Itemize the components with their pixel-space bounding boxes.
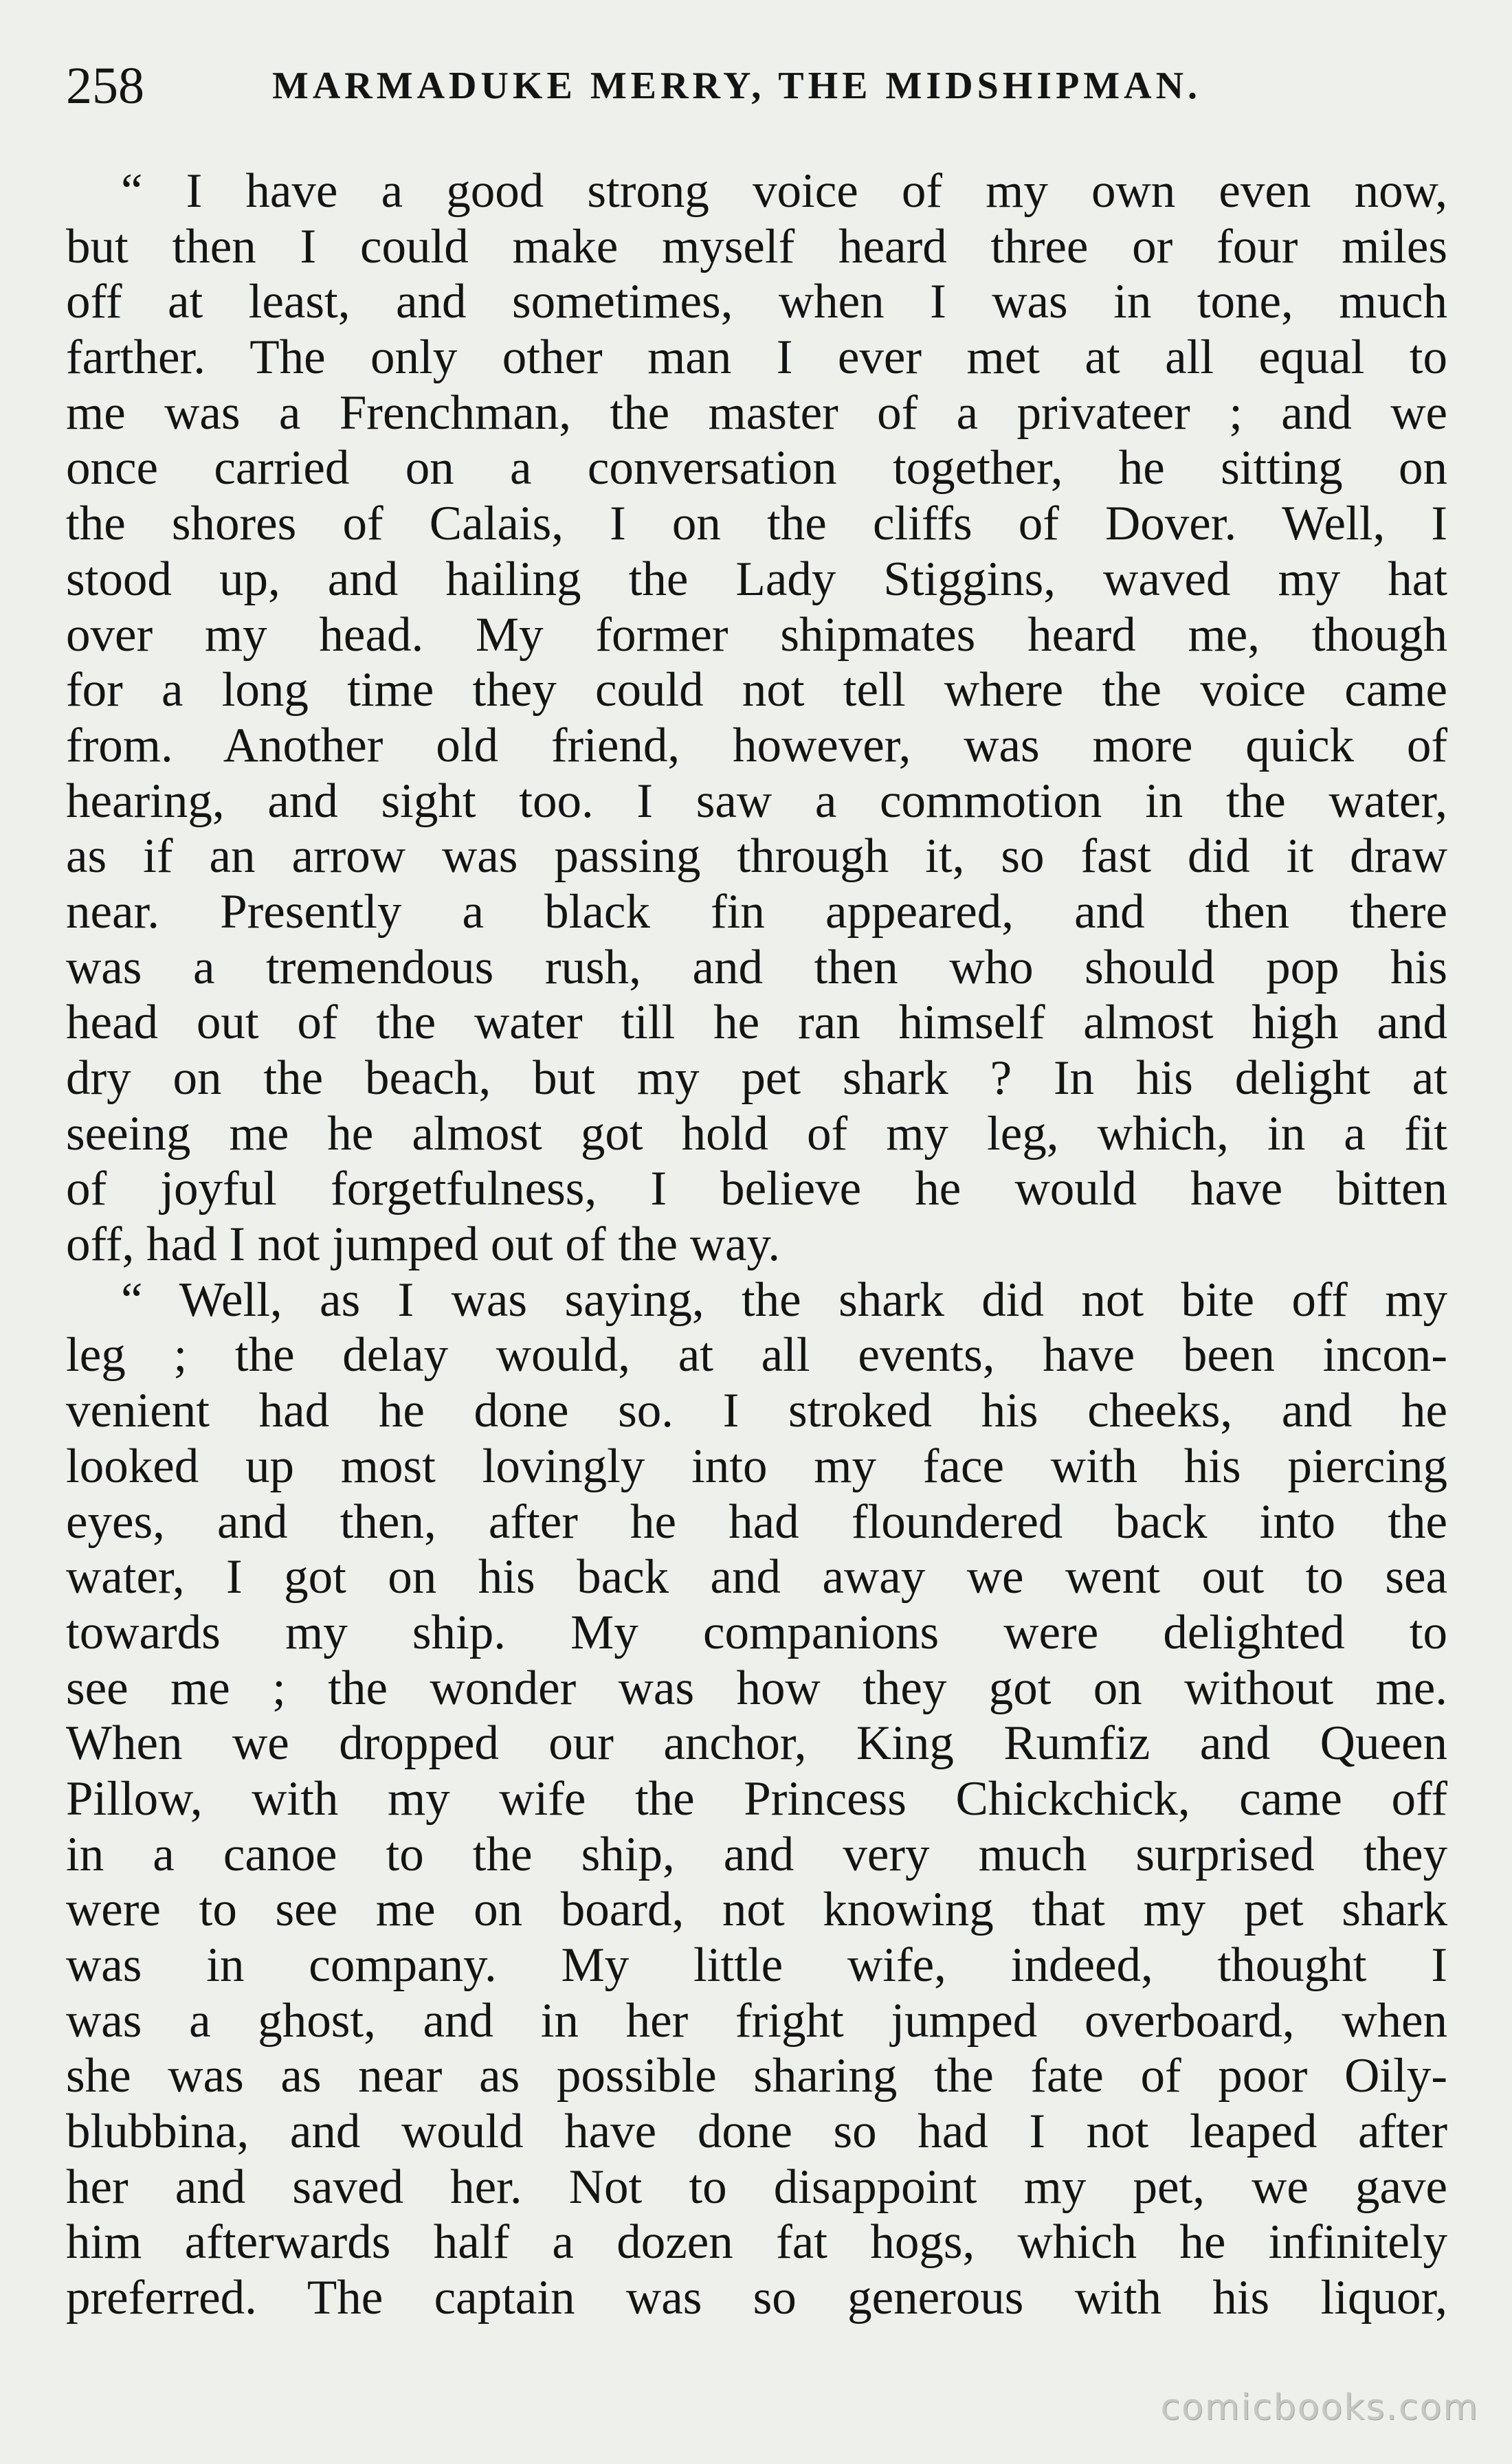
text-line: venient had he done so. I stroked his cheeks, and he — [66, 1384, 1447, 1438]
text-line: once carried on a conversation together, he sitting on — [66, 441, 1447, 495]
text-line: blubbina, and would have done so had I not leaped after — [66, 2105, 1447, 2159]
text-line: head out of the water till he ran himself almost high and — [66, 996, 1447, 1050]
text-line: looked up most lovingly into my face with his piercing — [66, 1439, 1447, 1493]
running-title: MARMADUKE MERRY, THE MIDSHIPMAN. — [272, 65, 1202, 107]
text-line: towards my ship. My companions were delighted to — [66, 1605, 1447, 1659]
text-line: the shores of Calais, I on the cliffs of Dover. Well, I — [66, 497, 1447, 551]
text-line: but then I could make myself heard three or four miles — [66, 219, 1447, 273]
text-line: “ I have a good strong voice of my own even now, — [121, 164, 1447, 218]
text-line: preferred. The captain was so generous with his liquor, — [66, 2271, 1447, 2325]
text-line: were to see me on board, not knowing that my pet shark — [66, 1883, 1447, 1937]
text-line: me was a Frenchman, the master of a privateer ; and we — [66, 385, 1447, 440]
page-number: 258 — [66, 57, 144, 115]
text-line: was a tremendous rush, and then who should pop his — [66, 940, 1447, 994]
text-line: When we dropped our anchor, King Rumfiz and Queen — [66, 1716, 1447, 1771]
text-line: from. Another old friend, however, was more quick of — [66, 718, 1447, 772]
text-line: hearing, and sight too. I saw a commotion in the water, — [66, 774, 1447, 828]
text-line: Pillow, with my wife the Princess Chickchick, came off — [66, 1771, 1447, 1826]
text-line: was in company. My little wife, indeed, thought I — [66, 1938, 1447, 1992]
text-line: see me ; the wonder was how they got on without me. — [66, 1661, 1447, 1715]
text-line: dry on the beach, but my pet shark ? In his delight at — [66, 1051, 1447, 1105]
text-line: “ Well, as I was saying, the shark did not bite off my — [121, 1273, 1447, 1327]
text-line: eyes, and then, after he had floundered back into the — [66, 1494, 1447, 1549]
text-line: seeing me he almost got hold of my leg, which, in a fit — [66, 1106, 1447, 1161]
text-line: farther. The only other man I ever met at all equal to — [66, 331, 1447, 385]
text-line: for a long time they could not tell where the voice came — [66, 663, 1447, 717]
text-line: her and saved her. Not to disappoint my pet, we gave — [66, 2160, 1447, 2214]
text-line: of joyful forgetfulness, I believe he would have bitten — [66, 1162, 1447, 1216]
page-header — [66, 48, 1461, 124]
text-line: stood up, and hailing the Lady Stiggins, waved my hat — [66, 552, 1447, 606]
text-line: off, had I not jumped out of the way. — [66, 1218, 781, 1272]
text-line: as if an arrow was passing through it, so fast did it draw — [66, 829, 1447, 884]
text-line: over my head. My former shipmates heard me, though — [66, 607, 1447, 662]
text-line: off at least, and sometimes, when I was in tone, much — [66, 275, 1447, 329]
text-line: she was as near as possible sharing the fate of poor Oily- — [66, 2049, 1447, 2103]
body-text — [66, 164, 1447, 2326]
text-line: in a canoe to the ship, and very much surprised they — [66, 1827, 1447, 1881]
text-line: water, I got on his back and away we went out to sea — [66, 1550, 1447, 1604]
text-line: leg ; the delay would, at all events, have been incon- — [66, 1328, 1447, 1382]
text-line: was a ghost, and in her fright jumped overboard, when — [66, 1993, 1447, 2048]
watermark: comicbooks.com — [1160, 2387, 1479, 2428]
text-line: him afterwards half a dozen fat hogs, which he infinitely — [66, 2215, 1447, 2270]
text-line: near. Presently a black fin appeared, and then there — [66, 884, 1447, 939]
